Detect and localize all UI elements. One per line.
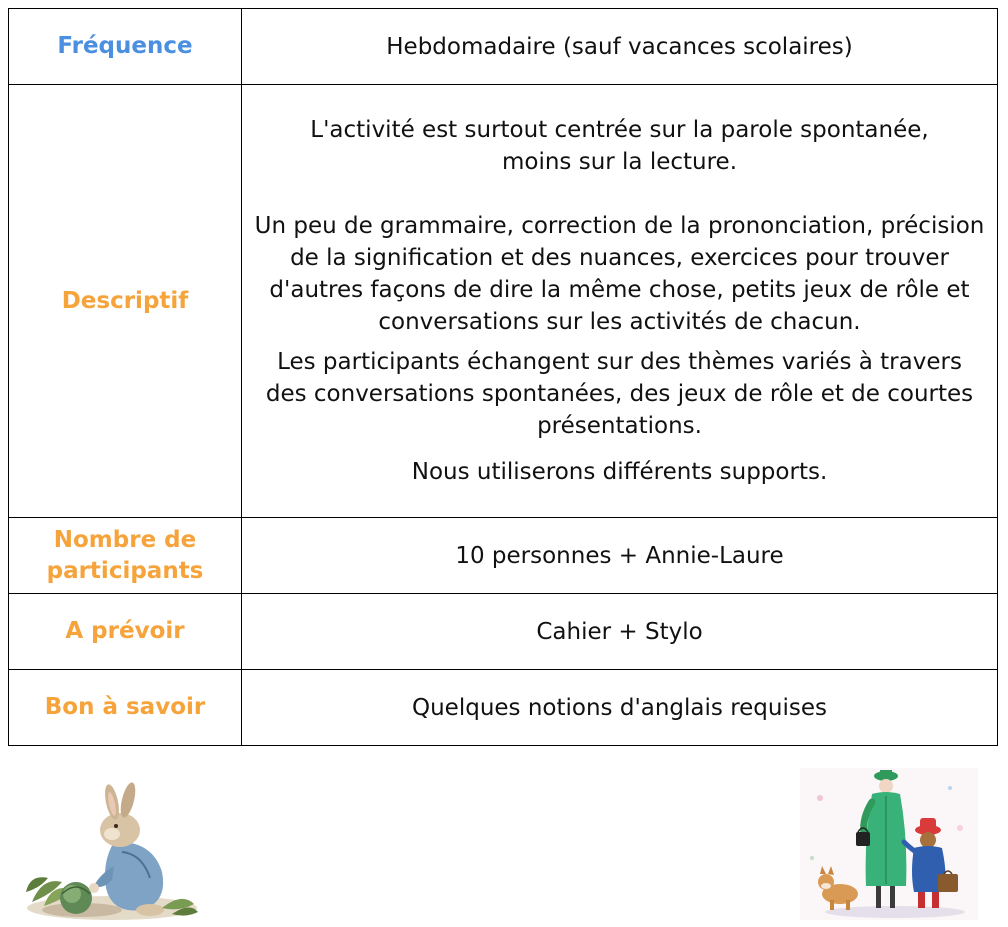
nombre-label: Nombre de participants <box>9 518 242 594</box>
descriptif-paragraph-1: L'activité est surtout centrée sur la parole spontanée, moins sur la lecture. <box>310 117 929 175</box>
frequence-label: Fréquence <box>9 9 242 85</box>
savoir-value: Quelques notions d'anglais requises <box>242 670 998 746</box>
row-descriptif <box>9 85 998 518</box>
nombre-value: 10 personnes + Annie-Laure <box>242 518 998 594</box>
descriptif-paragraph-2: Un peu de grammaire, correction de la prononciation, précision de la signification et des nuances, exercices pour trouver d'autres façons de dire la même chose, petits jeux de rôle et conversations sur les activités de chacun. <box>254 213 985 335</box>
info-table <box>8 8 998 746</box>
row-frequence <box>9 9 998 85</box>
row-nombre <box>9 518 998 594</box>
prevoir-label: A prévoir <box>9 594 242 670</box>
savoir-label: Bon à savoir <box>9 670 242 746</box>
frequence-value: Hebdomadaire (sauf vacances scolaires) <box>242 9 998 85</box>
queen-and-bear-walking-illustration <box>800 768 978 920</box>
rabbit-gardening-illustration <box>22 782 200 922</box>
row-savoir <box>9 670 998 746</box>
prevoir-value: Cahier + Stylo <box>242 594 998 670</box>
descriptif-value <box>242 85 998 518</box>
descriptif-label: Descriptif <box>9 85 242 518</box>
row-prevoir <box>9 594 998 670</box>
descriptif-paragraph-3: Les participants échangent sur des thèmes variés à travers des conversations spontanées, des jeux de rôle et de courtes présentations. <box>265 349 974 439</box>
descriptif-paragraph-4: Nous utiliserons différents supports. <box>411 459 828 485</box>
